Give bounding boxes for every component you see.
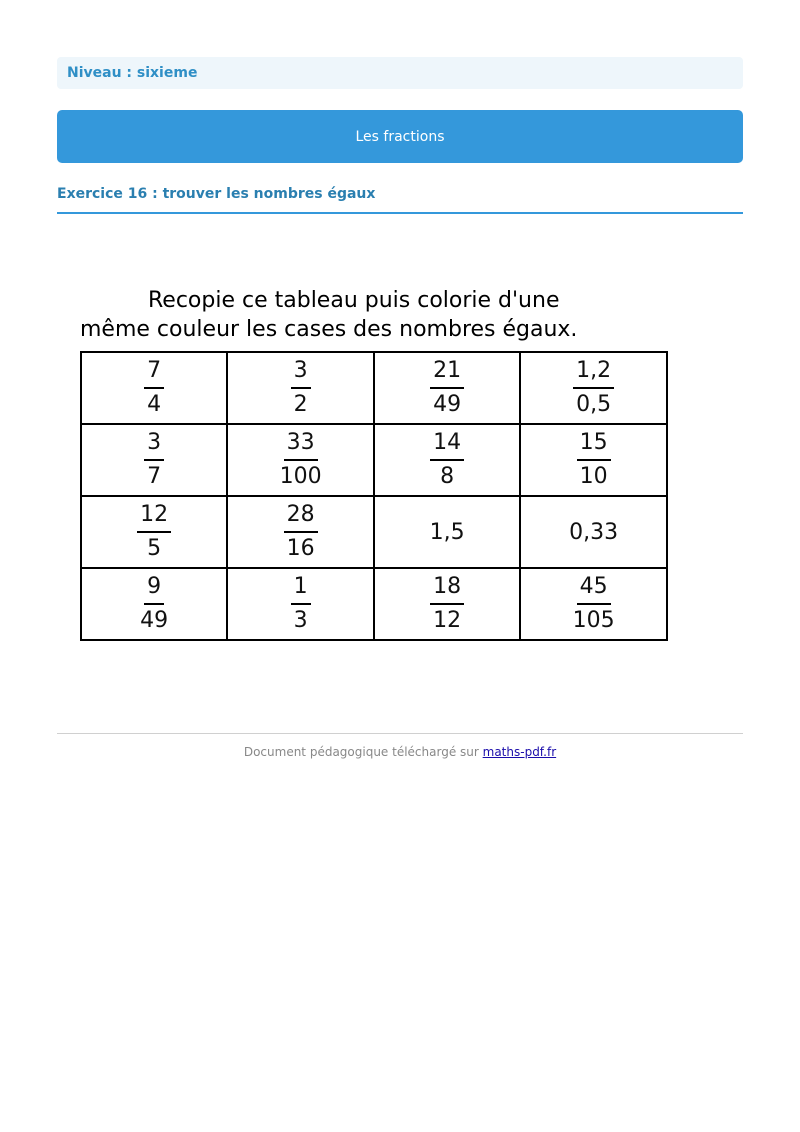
table-cell <box>227 424 374 496</box>
fraction-denominator: 105 <box>572 608 615 633</box>
table-cell <box>520 496 667 568</box>
table-cell <box>520 352 667 424</box>
fraction-numerator: 3 <box>144 430 164 461</box>
footer-text: Document pédagogique téléchargé sur <box>243 745 483 759</box>
table-row <box>81 568 667 640</box>
fractions-table <box>80 351 668 641</box>
fraction-denominator: 5 <box>147 536 162 561</box>
page-title-bar <box>57 110 743 163</box>
table-cell <box>520 424 667 496</box>
table-cell <box>81 496 227 568</box>
table-row <box>81 352 667 424</box>
fraction-numerator: 1 <box>291 574 311 605</box>
table-cell <box>227 568 374 640</box>
fraction-denominator: 16 <box>286 536 315 561</box>
table-cell <box>81 424 227 496</box>
exercise-title: Exercice 16 : trouver les nombres égaux <box>57 186 743 214</box>
fraction <box>430 358 464 418</box>
fraction-numerator: 14 <box>430 430 464 461</box>
fraction-numerator: 12 <box>137 502 171 533</box>
fraction <box>573 358 614 418</box>
fraction-denominator: 8 <box>440 464 455 489</box>
fraction-denominator: 2 <box>293 392 308 417</box>
fraction <box>291 358 311 418</box>
fraction <box>137 502 171 562</box>
fraction-denominator: 0,5 <box>576 392 612 417</box>
fraction <box>577 430 611 490</box>
table-cell <box>227 352 374 424</box>
fraction-numerator: 1,2 <box>573 358 614 389</box>
instruction-line-2: même couleur les cases des nombres égaux. <box>80 317 578 342</box>
fraction <box>284 502 318 562</box>
table-cell <box>81 352 227 424</box>
fraction-denominator: 3 <box>293 608 308 633</box>
fraction-numerator: 33 <box>284 430 318 461</box>
fraction <box>570 574 618 634</box>
fraction <box>137 574 171 634</box>
table-cell <box>520 568 667 640</box>
fraction-numerator: 15 <box>577 430 611 461</box>
instruction-line-1: Recopie ce tableau puis colorie d'une <box>148 288 560 313</box>
table-cell <box>81 568 227 640</box>
table-row <box>81 496 667 568</box>
exercise-content <box>78 286 668 641</box>
fraction-numerator: 7 <box>144 358 164 389</box>
fraction-denominator: 49 <box>433 392 462 417</box>
footer-link[interactable]: maths-pdf.fr <box>482 745 557 759</box>
page-title: Les fractions <box>355 128 445 145</box>
fraction-numerator: 28 <box>284 502 318 533</box>
fraction-numerator: 45 <box>577 574 611 605</box>
fraction-numerator: 21 <box>430 358 464 389</box>
table-cell <box>227 496 374 568</box>
fraction-denominator: 49 <box>140 608 169 633</box>
decimal-value: 1,5 <box>429 519 465 545</box>
table-cell <box>374 496 520 568</box>
decimal-value: 0,33 <box>569 519 619 545</box>
exercise-instruction <box>80 286 668 344</box>
fraction <box>144 430 164 490</box>
table-cell <box>374 352 520 424</box>
level-label: Niveau : sixieme <box>67 65 198 81</box>
fraction-denominator: 100 <box>279 464 322 489</box>
footer-divider <box>57 733 743 734</box>
table-row <box>81 424 667 496</box>
level-banner <box>57 57 743 89</box>
table-cell <box>374 424 520 496</box>
footer <box>57 745 743 759</box>
fraction <box>277 430 325 490</box>
fraction <box>430 574 464 634</box>
fraction <box>144 358 164 418</box>
fraction-denominator: 7 <box>147 464 162 489</box>
fraction <box>430 430 464 490</box>
table-cell <box>374 568 520 640</box>
fraction <box>291 574 311 634</box>
fraction-denominator: 12 <box>433 608 462 633</box>
fraction-numerator: 9 <box>144 574 164 605</box>
fraction-numerator: 18 <box>430 574 464 605</box>
fraction-denominator: 4 <box>147 392 162 417</box>
fraction-numerator: 3 <box>291 358 311 389</box>
fraction-denominator: 10 <box>579 464 608 489</box>
